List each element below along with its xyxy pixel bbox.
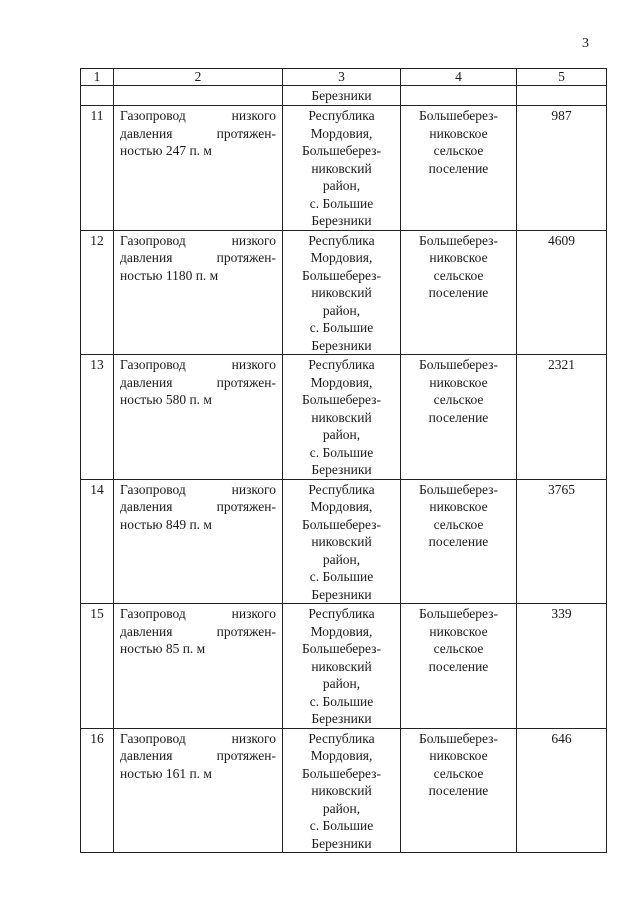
header-cell: 3	[283, 69, 401, 86]
cell-line: Березники	[311, 835, 372, 851]
row-number-cell: 14	[81, 479, 114, 604]
cell-line: Мордовия,	[310, 499, 373, 514]
cell-line: район,	[322, 800, 361, 816]
cell-line: поселение	[428, 658, 489, 674]
cell-line: сельское	[433, 641, 484, 656]
cell-line: Газопровод низкого	[120, 357, 276, 372]
cell-line: ностью 580 п. м	[120, 392, 212, 407]
cell-line: ностью 1180 п. м	[120, 267, 219, 283]
cell-line: сельское	[433, 765, 484, 781]
cell-line: Большеберез-	[301, 392, 382, 407]
cell-line: сельское	[433, 516, 484, 532]
cell-line: Газопровод низкого	[120, 232, 276, 248]
cell-line: давления протяжен-	[120, 499, 276, 514]
empty-cell	[114, 86, 283, 106]
cell-line: ностью 161 п. м	[120, 765, 212, 781]
location-cell	[283, 604, 401, 729]
object-name-cell	[114, 106, 283, 231]
cell-line: Мордовия,	[310, 748, 373, 763]
cell-line: Мордовия,	[310, 374, 373, 390]
cell-line: район,	[322, 676, 361, 691]
object-name-cell	[114, 230, 283, 355]
table-row	[81, 355, 607, 480]
value-cell: 3765	[517, 479, 607, 604]
cell-line: никовский	[311, 783, 372, 798]
cell-line: никовское	[429, 250, 488, 265]
cell-line: давления протяжен-	[120, 374, 276, 390]
object-name-cell	[114, 604, 283, 729]
cell-line: сельское	[433, 392, 484, 407]
cell-line: никовский	[311, 285, 372, 300]
value-cell: 339	[517, 604, 607, 729]
cell-line: район,	[322, 427, 361, 442]
row-number-cell: 12	[81, 230, 114, 355]
cell-line: давления протяжен-	[120, 623, 276, 639]
cell-line: Большеберез-	[418, 108, 499, 123]
empty-cell	[401, 86, 517, 106]
cell-line: с. Большие	[309, 818, 374, 833]
cell-line: никовский	[311, 409, 372, 425]
cell-line: Газопровод низкого	[120, 108, 276, 123]
cell-line: Мордовия,	[310, 125, 373, 141]
cell-line: с. Большие	[309, 320, 374, 335]
settlement-cell	[401, 230, 517, 355]
cell-line: никовское	[429, 374, 488, 390]
cell-line: никовский	[311, 534, 372, 549]
cell-line: давления протяжен-	[120, 250, 276, 265]
cell-line: поселение	[428, 285, 489, 300]
cell-line: Березники	[311, 586, 372, 602]
object-name-cell	[114, 355, 283, 480]
cell-line: Березники	[311, 462, 372, 477]
cell-line: район,	[322, 178, 361, 193]
value-cell: 646	[517, 728, 607, 853]
cell-line: никовский	[311, 160, 372, 176]
cell-line: с. Большие	[309, 444, 374, 460]
cell-line: Большеберез-	[418, 606, 499, 621]
header-cell: 1	[81, 69, 114, 86]
cell-line: Республика	[308, 232, 375, 248]
page-number: 3	[582, 36, 589, 51]
value-cell: 987	[517, 106, 607, 231]
empty-cell	[517, 86, 607, 106]
object-name-cell	[114, 728, 283, 853]
cell-line: давления протяжен-	[120, 125, 276, 141]
cell-line: Республика	[308, 357, 375, 372]
table-row	[81, 728, 607, 853]
cell-line: Большеберез-	[301, 516, 382, 532]
cell-line: Республика	[308, 481, 375, 497]
cell-line: район,	[322, 551, 361, 567]
cell-line: Березники	[311, 213, 372, 228]
cell-line: поселение	[428, 534, 489, 549]
cell-line: Большеберез-	[418, 730, 499, 746]
value-cell: 2321	[517, 355, 607, 480]
location-cell	[283, 479, 401, 604]
cell-line: Березники	[311, 337, 372, 353]
location-cell	[283, 106, 401, 231]
table-row	[81, 604, 607, 729]
cell-line: Газопровод низкого	[120, 481, 276, 497]
cell-line: Большеберез-	[301, 143, 382, 158]
cell-line: с. Большие	[309, 195, 374, 211]
empty-cell	[81, 86, 114, 106]
cell-line: с. Большие	[309, 569, 374, 584]
cell-line: никовское	[429, 125, 488, 141]
cell-line: ностью 849 п. м	[120, 516, 212, 532]
location-cell	[283, 355, 401, 480]
row-number-cell: 13	[81, 355, 114, 480]
cell-line: никовское	[429, 499, 488, 514]
cell-line: Республика	[308, 606, 375, 621]
row-number-cell: 15	[81, 604, 114, 729]
header-cell: 4	[401, 69, 517, 86]
cell-line: Республика	[308, 108, 375, 123]
continuation-text: Березники	[283, 86, 401, 106]
settlement-cell	[401, 479, 517, 604]
header-cell: 2	[114, 69, 283, 86]
settlement-cell	[401, 728, 517, 853]
object-name-cell	[114, 479, 283, 604]
cell-line: Большеберез-	[418, 481, 499, 497]
location-cell	[283, 230, 401, 355]
settlement-cell	[401, 604, 517, 729]
header-row	[81, 69, 607, 86]
cell-line: давления протяжен-	[120, 748, 276, 763]
cell-line: Мордовия,	[310, 250, 373, 265]
cell-line: сельское	[433, 267, 484, 283]
cell-line: Большеберез-	[418, 357, 499, 372]
cell-line: сельское	[433, 143, 484, 158]
cell-line: никовское	[429, 748, 488, 763]
cell-line: ностью 85 п. м	[120, 641, 206, 656]
settlement-cell	[401, 106, 517, 231]
property-table	[80, 68, 607, 853]
cell-line: поселение	[428, 160, 489, 176]
cell-line: с. Большие	[309, 693, 374, 709]
cell-line: Газопровод низкого	[120, 606, 276, 621]
value-cell: 4609	[517, 230, 607, 355]
table-row	[81, 479, 607, 604]
cell-line: никовское	[429, 623, 488, 639]
row-number-cell: 16	[81, 728, 114, 853]
table-row	[81, 106, 607, 231]
settlement-cell	[401, 355, 517, 480]
cell-line: Большеберез-	[418, 232, 499, 248]
cell-line: Большеберез-	[301, 641, 382, 656]
cell-line: Березники	[311, 711, 372, 726]
cell-line: Газопровод низкого	[120, 730, 276, 746]
cell-line: поселение	[428, 783, 489, 798]
cell-line: Мордовия,	[310, 623, 373, 639]
table-row	[81, 230, 607, 355]
cell-line: Республика	[308, 730, 375, 746]
cell-line: никовский	[311, 658, 372, 674]
continuation-row	[81, 86, 607, 106]
row-number-cell: 11	[81, 106, 114, 231]
header-cell: 5	[517, 69, 607, 86]
cell-line: Большеберез-	[301, 765, 382, 781]
location-cell	[283, 728, 401, 853]
cell-line: Большеберез-	[301, 267, 382, 283]
cell-line: район,	[322, 302, 361, 318]
cell-line: ностью 247 п. м	[120, 143, 212, 158]
cell-line: поселение	[428, 409, 489, 425]
